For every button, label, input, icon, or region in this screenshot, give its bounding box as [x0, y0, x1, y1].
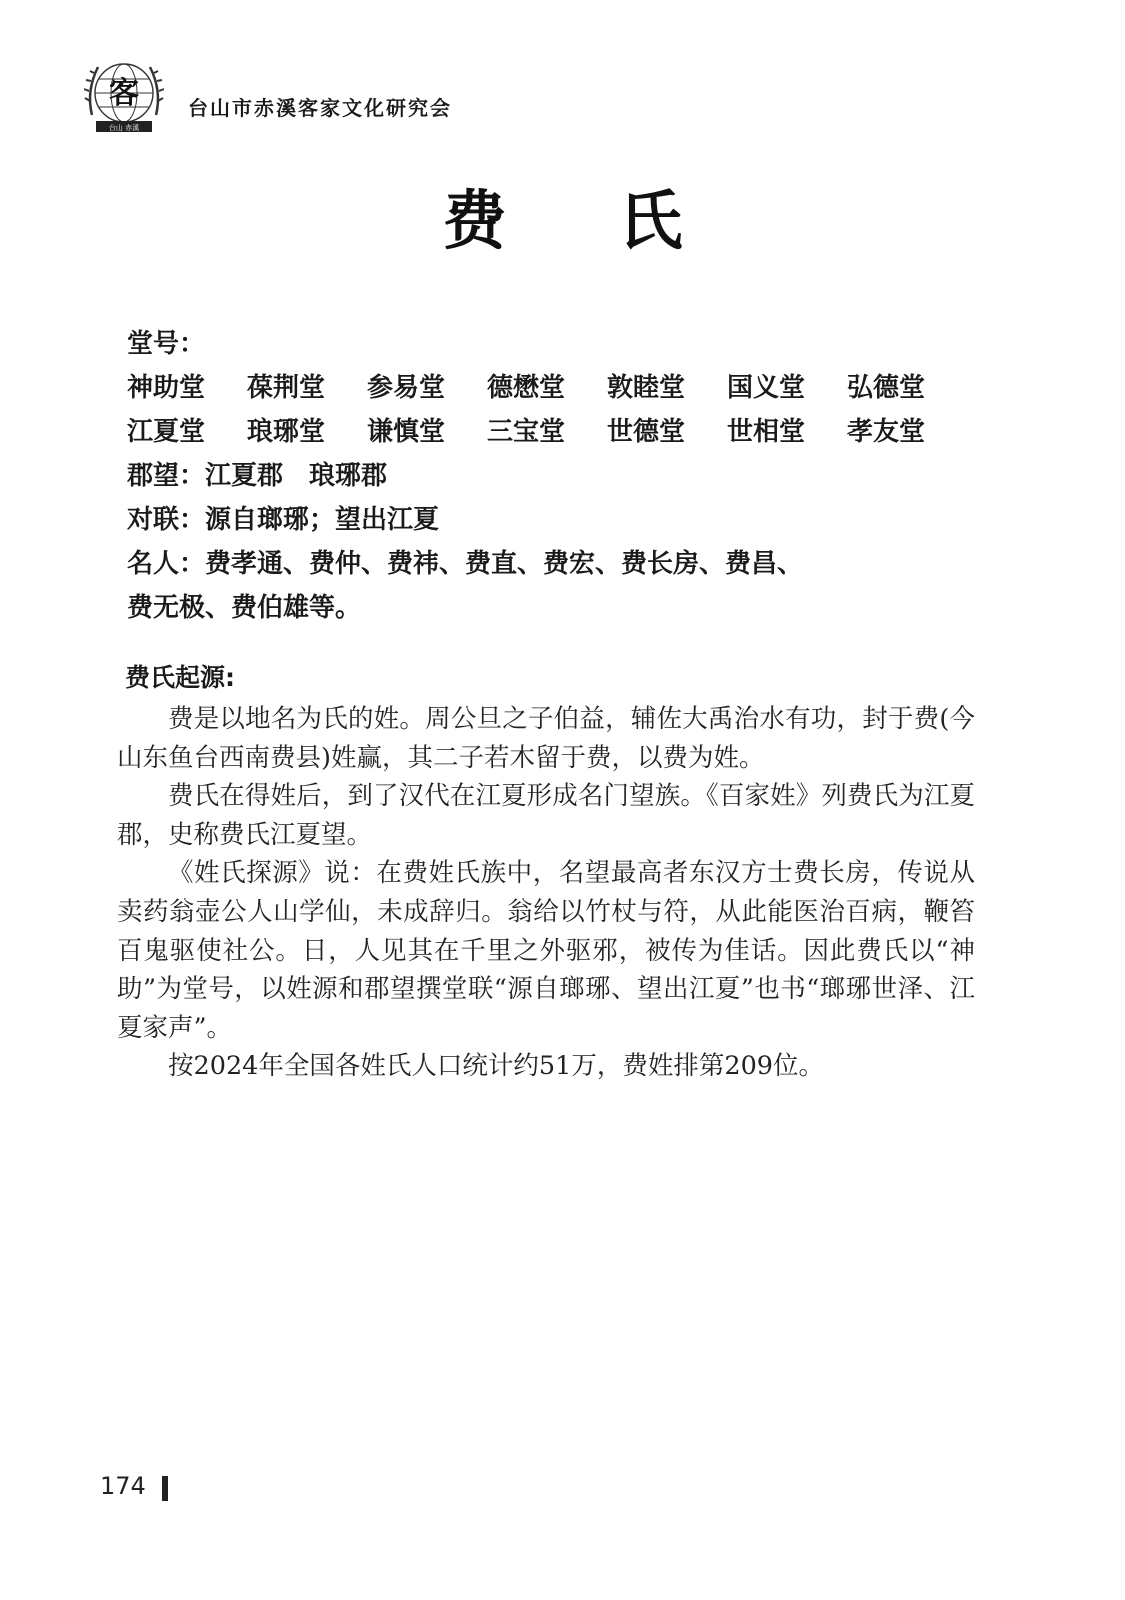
hall-name: 孝友堂	[847, 417, 926, 447]
logo-center-glyph: 客	[109, 76, 139, 111]
hall-name: 国义堂	[727, 373, 806, 403]
hall-name: 三宝堂	[487, 417, 566, 447]
hall-label: 堂号：	[127, 329, 206, 359]
origin-heading: 费氏起源:	[125, 663, 235, 692]
origin-paragraph: 费是以地名为氏的姓。周公旦之子伯益，辅佐大禹治水有功，封于费(今山东鱼台西南费县)姓赢，其二子若木留于费，以费为姓。	[117, 704, 975, 773]
commandery-line	[127, 454, 1007, 498]
hall-name: 参易堂	[367, 373, 446, 403]
celebrities-line	[127, 542, 1007, 586]
hall-name: 江夏堂	[127, 417, 206, 447]
page-number: 174	[100, 1472, 146, 1500]
couplet-label: 对联：	[127, 505, 206, 535]
title-surname: 费	[442, 184, 507, 259]
commandery-value: 江夏郡 琅琊郡	[205, 461, 388, 491]
hall-name: 世德堂	[607, 417, 686, 447]
hall-name: 德懋堂	[487, 373, 566, 403]
globe-laurel-emblem-icon	[84, 55, 164, 139]
page-header	[84, 52, 452, 142]
commandery-label: 郡望：	[127, 461, 206, 491]
hall-name: 敦睦堂	[607, 373, 686, 403]
logo-ribbon-text: 台山 赤溪	[108, 124, 140, 132]
celebrities-value-1: 费孝通、费仲、费祎、费直、费宏、费长房、费昌、	[205, 549, 804, 579]
origin-paragraph: 《姓氏探源》说：在费姓氏族中，名望最高者东汉方士费长房，传说从卖药翁壶公人山学仙，未成辞归。翁给以竹杖与符，从此能医治百病，鞭笞百鬼驱使社公。日，人见其在千里之外驱邪，被传为佳话。因此费氏以“神助”为堂号，以姓源和郡望撰堂联“源自瑯琊、望出江夏”也书“瑯琊世泽、江夏家声”。	[117, 858, 975, 1043]
title-suffix: 氏	[618, 184, 683, 259]
hall-name: 谦慎堂	[367, 417, 446, 447]
origin-paragraph: 按2024年全国各姓氏人口统计约51万，费姓排第209位。	[168, 1051, 825, 1082]
page-title	[0, 170, 1125, 262]
surname-info-block	[127, 322, 1007, 630]
hall-name: 弘德堂	[847, 373, 926, 403]
couplet-value: 源自瑯琊；望出江夏	[205, 505, 440, 535]
hall-names-row-2	[127, 410, 1007, 454]
hall-name: 葆荆堂	[247, 373, 326, 403]
couplet-line	[127, 498, 1007, 542]
celebrities-label: 名人：	[127, 549, 206, 579]
hall-name: 神助堂	[127, 373, 206, 403]
hall-name: 世相堂	[727, 417, 806, 447]
page-number-bar	[162, 1476, 168, 1501]
hall-names-row-1	[127, 366, 1007, 410]
celebrities-line-2: 费无极、费伯雄等。	[127, 593, 362, 623]
origin-body	[117, 700, 975, 1086]
organization-name: 台山市赤溪客家文化研究会	[188, 95, 452, 120]
origin-paragraph: 费氏在得姓后，到了汉代在江夏形成名门望族。《百家姓》列费氏为江夏郡，史称费氏江夏望。	[117, 781, 975, 850]
hall-name: 琅琊堂	[247, 417, 326, 447]
